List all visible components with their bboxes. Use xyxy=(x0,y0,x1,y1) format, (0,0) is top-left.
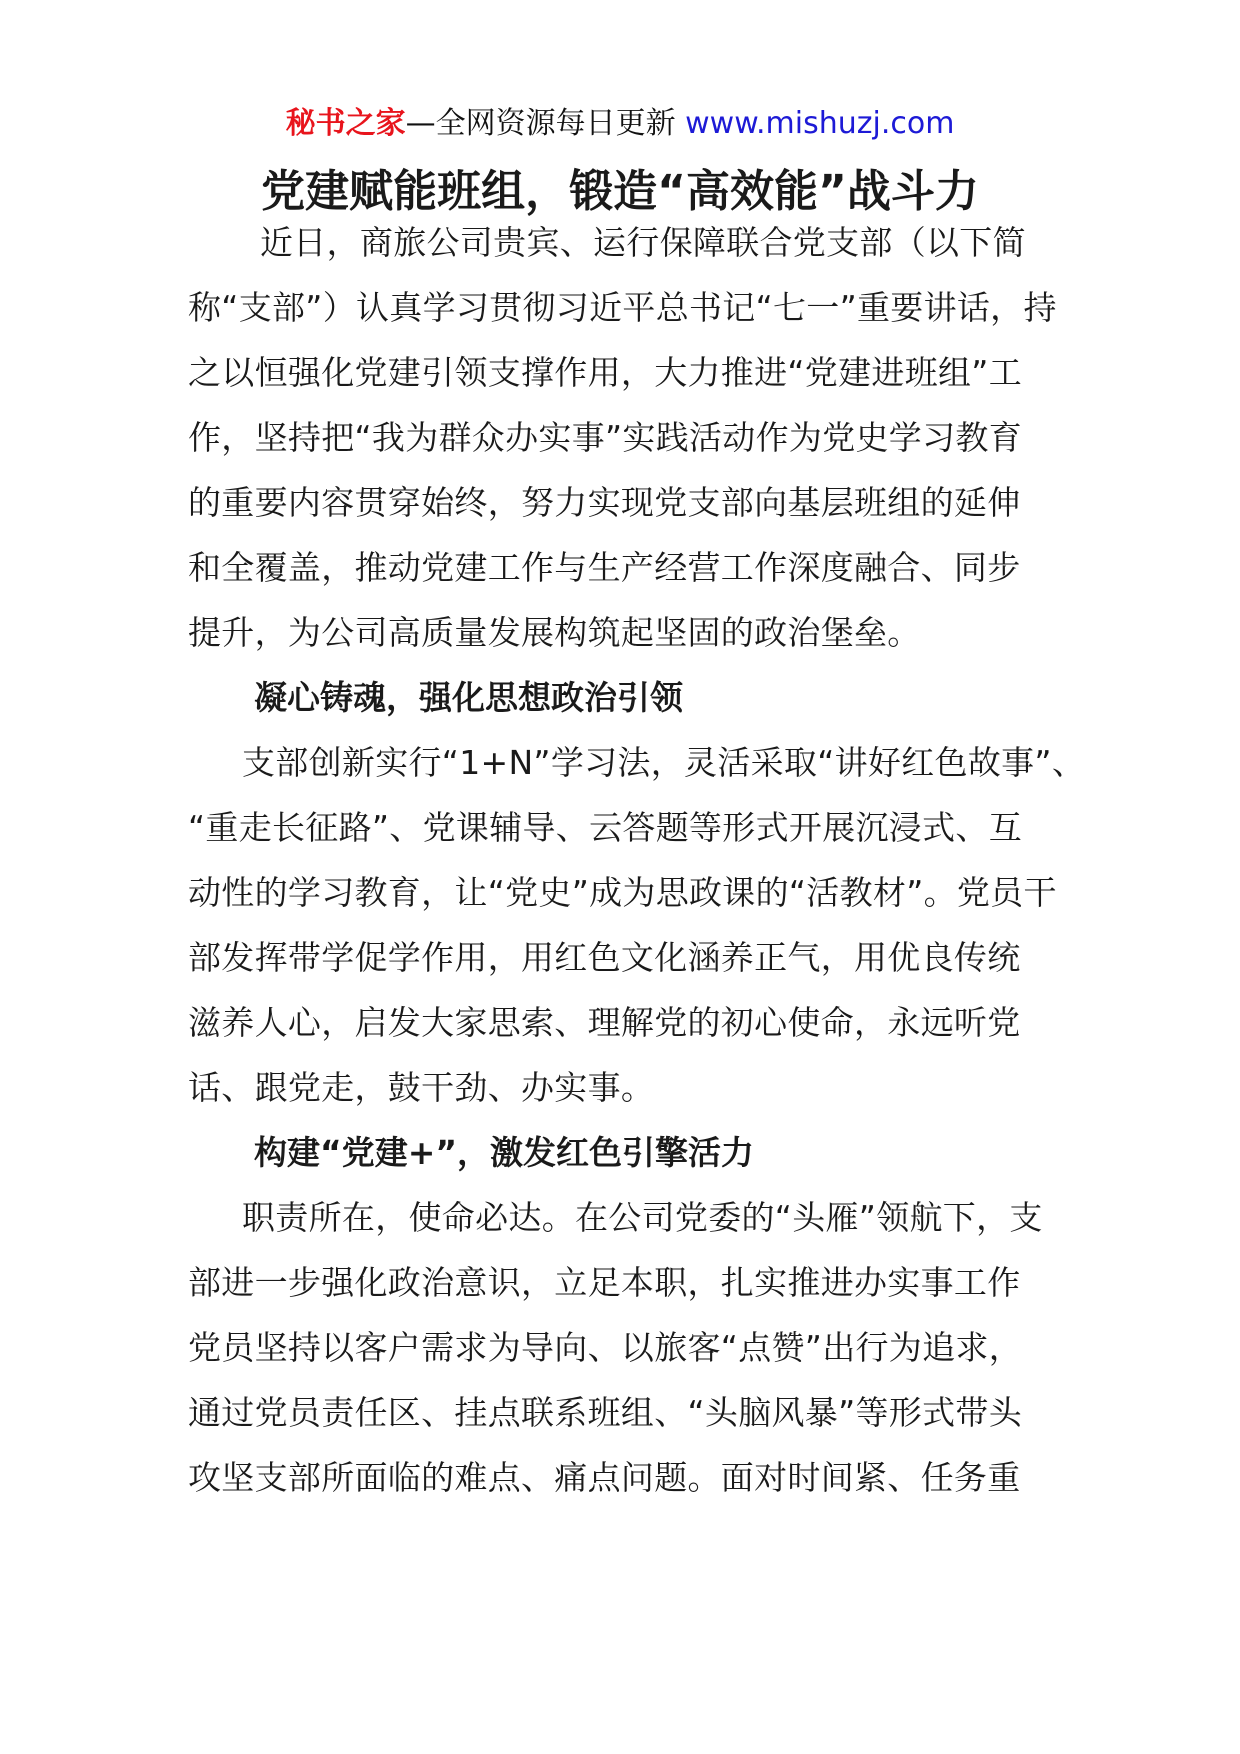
paragraph-line: 部进一步强化政治意识，立足本职，扎实推进办实事工作 xyxy=(188,1263,1021,1302)
site-header xyxy=(0,102,1240,146)
paragraph-line: 近日，商旅公司贵宾、运行保障联合党支部（以下简 xyxy=(260,223,1026,262)
paragraph-line: 通过党员责任区、挂点联系班组、“头脑风暴”等形式带头 xyxy=(188,1393,1022,1432)
paragraph-line: 的重要内容贯穿始终，努力实现党支部向基层班组的延伸 xyxy=(188,483,1021,522)
document-title: 党建赋能班组，锻造“高效能”战斗力 xyxy=(261,166,979,217)
paragraph-line: 滋养人心，启发大家思索、理解党的初心使命，永远听党 xyxy=(188,1003,1021,1042)
section-two xyxy=(188,1120,1068,1510)
paragraph-line: 职责所在，使命必达。在公司党委的“头雁”领航下，支 xyxy=(242,1198,1043,1237)
paragraph-line: 之以恒强化党建引领支撑作用，大力推进“党建进班组”工 xyxy=(188,353,1022,392)
section-heading: 凝心铸魂，强化思想政治引领 xyxy=(254,678,683,717)
paragraph-line: “重走长征路”、党课辅导、云答题等形式开展沉浸式、互 xyxy=(188,808,1022,847)
paragraph-line: 和全覆盖，推动党建工作与生产经营工作深度融合、同步 xyxy=(188,548,1021,587)
paragraph-line: 支部创新实行“1+N”学习法，灵活采取“讲好红色故事”、 xyxy=(242,743,1086,782)
section-one xyxy=(188,665,1086,1120)
intro-paragraph xyxy=(188,210,1068,665)
site-url-link[interactable]: www.mishuzj.com xyxy=(685,106,955,141)
site-tagline: —全网资源每日更新 xyxy=(405,106,676,141)
paragraph-line: 作，坚持把“我为群众办实事”实践活动作为党史学习教育 xyxy=(188,418,1022,457)
paragraph-line: 部发挥带学促学作用，用红色文化涵养正气，用优良传统 xyxy=(188,938,1021,977)
site-brand: 秘书之家 xyxy=(285,106,406,141)
section-heading: 构建“党建+”，激发红色引擎活力 xyxy=(254,1133,755,1172)
paragraph-line: 动性的学习教育，让“党史”成为思政课的“活教材”。党员干 xyxy=(188,873,1057,912)
paragraph-line: 提升，为公司高质量发展构筑起坚固的政治堡垒。 xyxy=(188,613,921,652)
paragraph-line: 称“支部”）认真学习贯彻习近平总书记“七一”重要讲话，持 xyxy=(188,288,1057,327)
paragraph-line: 党员坚持以客户需求为导向、以旅客“点赞”出行为追求， xyxy=(188,1328,1022,1367)
paragraph-line: 话、跟党走，鼓干劲、办实事。 xyxy=(188,1068,655,1107)
paragraph-line: 攻坚支部所面临的难点、痛点问题。面对时间紧、任务重 xyxy=(188,1458,1021,1497)
